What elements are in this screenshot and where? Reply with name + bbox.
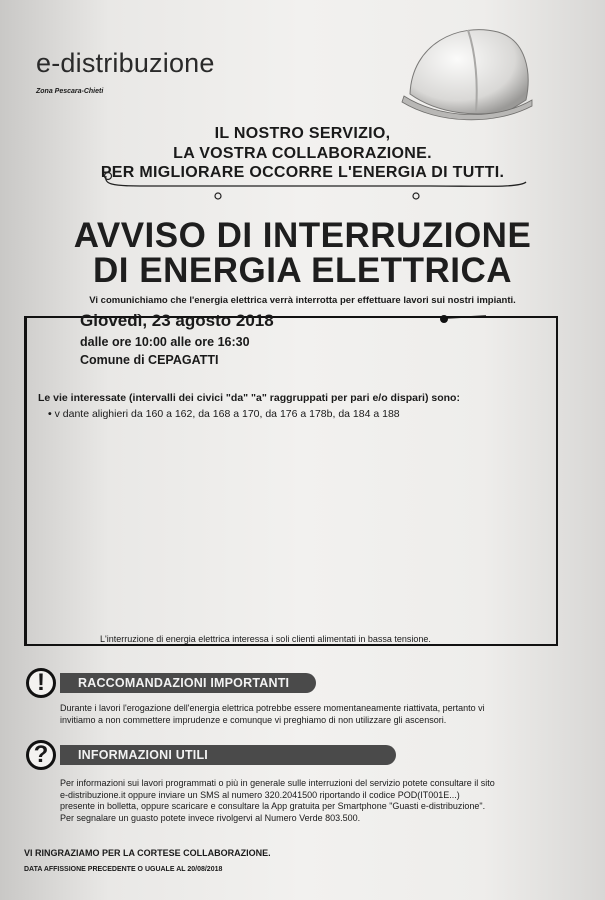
slogan-line-3: PER MIGLIORARE OCCORRE L'ENERGIA DI TUTTI.: [100, 164, 505, 181]
title-line-2: DI ENERGIA ELETTRICA: [93, 251, 512, 290]
recommendations-line-1: Durante i lavori l'erogazione dell'energia elettrica potrebbe essere momentaneamente riattivata, pertanto vi: [60, 703, 485, 713]
municipality: Comune di CEPAGATTI: [80, 353, 219, 367]
company-logo: e-distribuzione: [36, 48, 215, 78]
interruption-hours: dalle ore 10:00 alle ore 16:30: [80, 335, 250, 349]
recommendations-text: [60, 703, 485, 726]
posting-date: DATA AFFISSIONE PRECEDENTE O UGUALE AL 20/08/2018: [24, 866, 223, 873]
notice-schedule: [80, 311, 274, 367]
streets-label: Le vie interessate (intervalli dei civici "da" "a" raggruppati per pari e/o dispari) sono:: [38, 392, 460, 404]
info-text: [60, 778, 495, 824]
swoosh-decoration: [100, 164, 530, 204]
helmet-icon: [398, 14, 538, 124]
slogan-line-2: LA VOSTRA COLLABORAZIONE.: [173, 145, 432, 162]
interruption-date: Giovedì, 23 agosto 2018: [80, 311, 274, 330]
question-icon: ?: [26, 740, 56, 770]
recommendations-heading: RACCOMANDAZIONI IMPORTANTI: [60, 673, 316, 693]
slogan-line-1: IL NOSTRO SERVIZIO,: [214, 125, 391, 142]
notice-footnote: L'interruzione di energia elettrica interessa i soli clienti alimentati in bassa tensione.: [100, 634, 431, 644]
title-line-1: AVVISO DI INTERRUZIONE: [73, 216, 532, 255]
intro-text: Vi comunichiamo che l'energia elettrica verrà interrotta per effettuare lavori sui nostri impianti.: [89, 295, 516, 306]
info-heading: INFORMAZIONI UTILI: [60, 745, 396, 765]
exclamation-icon: !: [26, 668, 56, 698]
thanks-text: VI RINGRAZIAMO PER LA CORTESE COLLABORAZIONE.: [24, 848, 271, 858]
zone-label: Zona Pescara-Chieti: [36, 88, 104, 95]
street-item: • v dante alighieri da 160 a 162, da 168 a 170, da 176 a 178b, da 184 a 188: [48, 408, 400, 420]
info-line-1: Per informazioni sui lavori programmati o più in generale sulle interruzioni del servizio potete consultare il sito: [60, 778, 495, 788]
info-line-4: Per segnalare un guasto potete invece rivolgervi al Numero Verde 803.500.: [60, 812, 361, 823]
pin-icon: [438, 313, 488, 325]
recommendations-line-2: invitiamo a non commettere imprudenze e comunque vi preghiamo di non utilizzare gli ascensori.: [60, 714, 447, 725]
info-line-2: e-distribuzione.it oppure inviare un SMS al numero 320.2041500 riportando il codice POD(IT001E...): [60, 789, 460, 800]
info-line-3: presente in bolletta, oppure scaricare e consultare la App gratuita per Smartphone "Guasti e-distribuzione".: [60, 801, 486, 811]
